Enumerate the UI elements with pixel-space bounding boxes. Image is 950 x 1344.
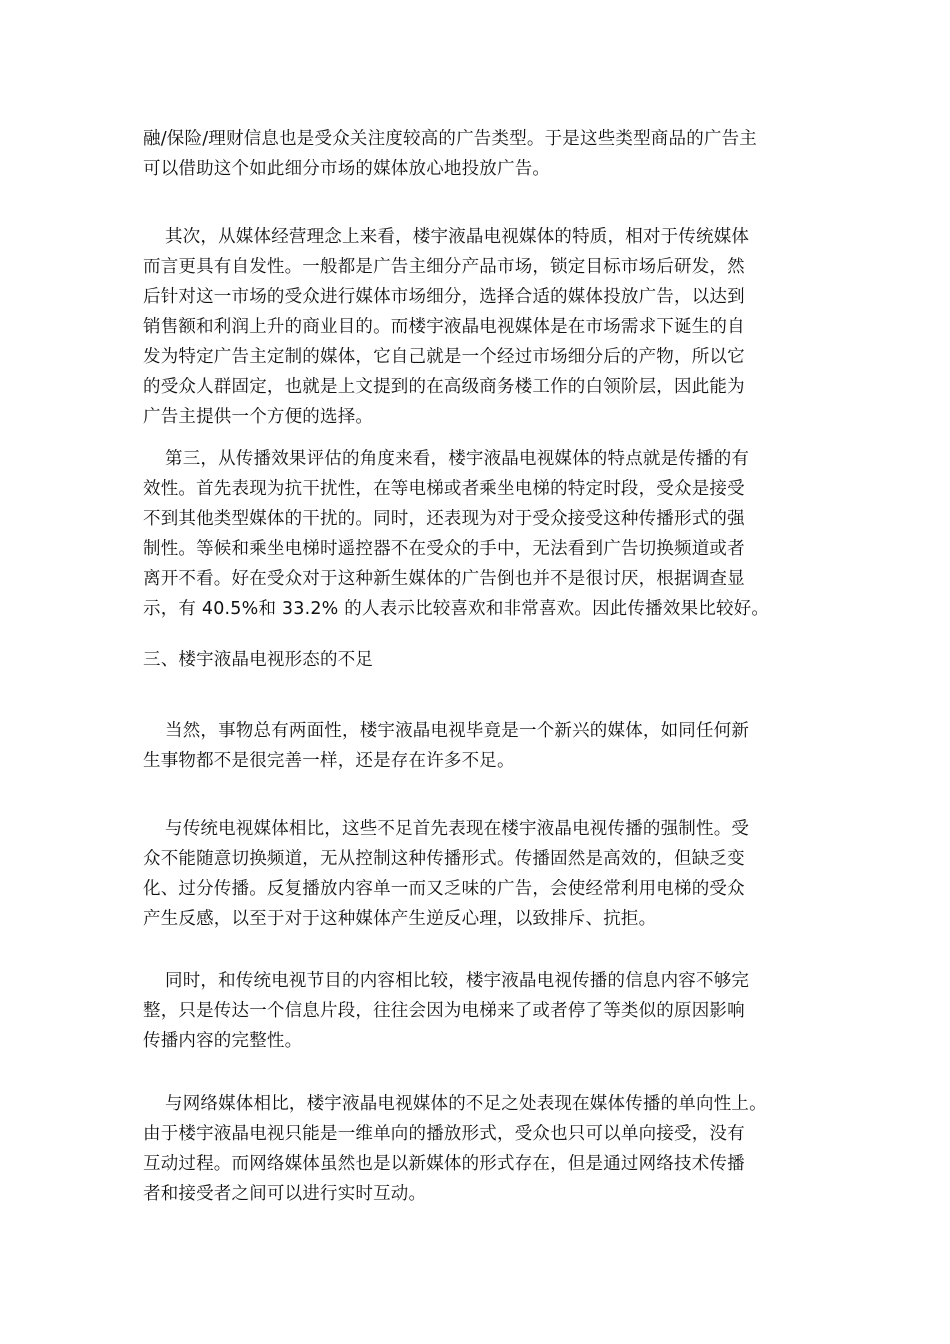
paragraph-line: 众不能随意切换频道，无从控制这种传播形式。传播固然是高效的，但缺乏变: [143, 849, 745, 869]
paragraph-line: 同时，和传统电视节目的内容相比较，楼宇液晶电视传播的信息内容不够完: [165, 971, 750, 991]
paragraph-line: 其次，从媒体经营理念上来看，楼宇液晶电视媒体的特质，相对于传统媒体: [165, 227, 750, 247]
paragraph-line: 由于楼宇液晶电视只能是一维单向的播放形式，受众也只可以单向接受，没有: [143, 1124, 745, 1144]
paragraph-line: 而言更具有自发性。一般都是广告主细分产品市场，锁定目标市场后研发，然: [143, 257, 745, 277]
paragraph-line: 与网络媒体相比，楼宇液晶电视媒体的不足之处表现在媒体传播的单向性上。: [165, 1094, 767, 1114]
paragraph-line: 化、过分传播。反复播放内容单一而又乏味的广告，会使经常利用电梯的受众: [143, 879, 745, 899]
paragraph-line: 效性。首先表现为抗干扰性，在等电梯或者乘坐电梯的特定时段，受众是接受: [143, 479, 745, 499]
paragraph-4: [143, 716, 808, 776]
paragraph-line: 互动过程。而网络媒体虽然也是以新媒体的形式存在，但是通过网络技术传播: [143, 1154, 745, 1174]
paragraph-line: 者和接受者之间可以进行实时互动。: [143, 1184, 427, 1204]
paragraph-line: 制性。等候和乘坐电梯时遥控器不在受众的手中，无法看到广告切换频道或者: [143, 539, 745, 559]
paragraph-line: 第三，从传播效果评估的角度来看，楼宇液晶电视媒体的特点就是传播的有: [165, 449, 750, 469]
paragraph-line: 销售额和利润上升的商业目的。而楼宇液晶电视媒体是在市场需求下诞生的自: [143, 317, 745, 337]
paragraph-line: 发为特定广告主定制的媒体，它自己就是一个经过市场细分后的产物，所以它: [143, 347, 745, 367]
paragraph-line: 离开不看。好在受众对于这种新生媒体的广告倒也并不是很讨厌，根据调查显: [143, 569, 745, 589]
paragraph-line: 生事物都不是很完善一样，还是存在许多不足。: [143, 751, 515, 771]
paragraph-line: 与传统电视媒体相比，这些不足首先表现在楼宇液晶电视传播的强制性。受: [165, 819, 750, 839]
section-heading: [143, 645, 808, 675]
paragraph-line: 的受众人群固定，也就是上文提到的在高级商务楼工作的白领阶层，因此能为: [143, 377, 745, 397]
paragraph-line: 传播内容的完整性。: [143, 1031, 303, 1051]
paragraph-2: [143, 222, 808, 432]
paragraph-line: 当然，事物总有两面性，楼宇液晶电视毕竟是一个新兴的媒体，如同任何新: [165, 721, 750, 741]
paragraph-6: [143, 966, 808, 1056]
paragraph-line: 不到其他类型媒体的干扰的。同时，还表现为对于受众接受这种传播形式的强: [143, 509, 745, 529]
section-heading-text: 三、楼宇液晶电视形态的不足: [143, 650, 374, 670]
paragraph-line: 可以借助这个如此细分市场的媒体放心地投放广告。: [143, 159, 551, 179]
paragraph-line: 融/保险/理财信息也是受众关注度较高的广告类型。于是这些类型商品的广告主: [143, 129, 757, 149]
paragraph-line: 产生反感，以至于对于这种媒体产生逆反心理，以致排斥、抗拒。: [143, 909, 657, 929]
paragraph-3: [143, 444, 808, 624]
paragraph-1: [143, 124, 808, 184]
paragraph-line: 后针对这一市场的受众进行媒体市场细分，选择合适的媒体投放广告，以达到: [143, 287, 745, 307]
paragraph-line: 广告主提供一个方便的选择。: [143, 407, 374, 427]
paragraph-line: 整，只是传达一个信息片段，往往会因为电梯来了或者停了等类似的原因影响: [143, 1001, 745, 1021]
paragraph-7: [143, 1089, 808, 1209]
paragraph-5: [143, 814, 808, 934]
paragraph-line: 示，有 40.5%和 33.2% 的人表示比较喜欢和非常喜欢。因此传播效果比较好。: [143, 599, 770, 619]
